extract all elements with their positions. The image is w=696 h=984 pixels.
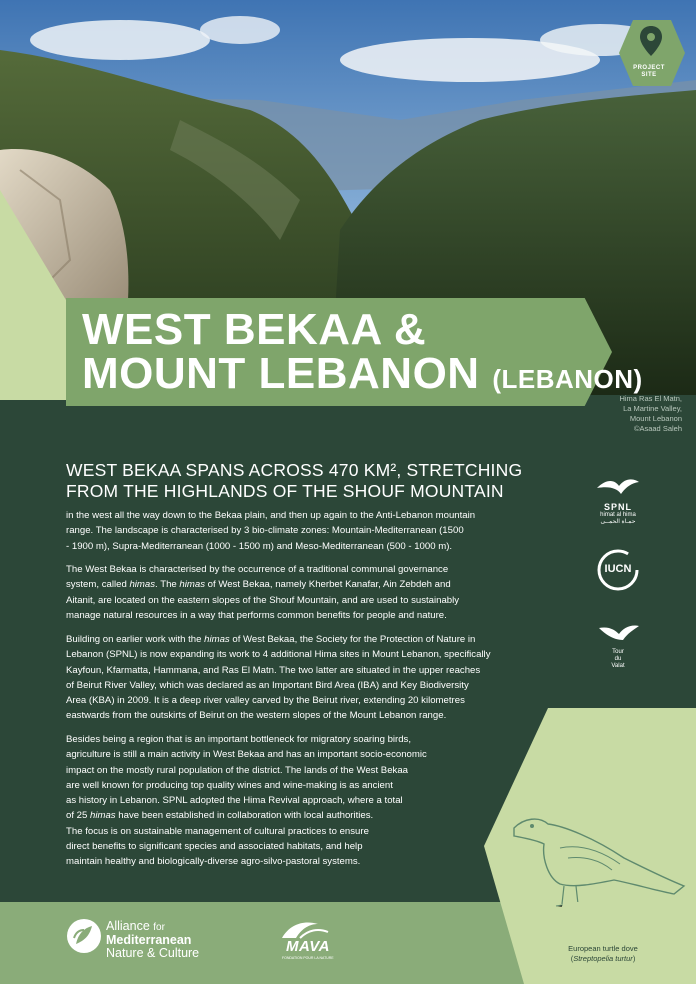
project-site-label: PROJECT SITE bbox=[633, 65, 665, 78]
decorative-triangle-bottom bbox=[484, 902, 696, 984]
photo-credit: Hima Ras El Matn, La Martine Valley, Mount Lebanon ©Asaad Saleh bbox=[619, 394, 682, 433]
mava-wave-icon bbox=[280, 920, 340, 940]
map-pin-icon bbox=[640, 26, 662, 56]
spnl-bird-icon bbox=[595, 474, 641, 498]
bird-flight-icon bbox=[595, 620, 641, 644]
tour-du-valat-logo: Tour du Valat bbox=[588, 620, 648, 670]
page-title-line1: WEST BEKAA & bbox=[82, 305, 427, 354]
spnl-logo: SPNL himat al hima حمـاة الحمــى bbox=[588, 474, 648, 526]
paragraph-1: in the west all the way down to the Bekaa plain, and then up again to the Anti-Lebanon mountain range. The landscape is characterised by 3 bio-climate zones: Mountain-Mediterranean (1500 - 1900 m), Supra-Mediterranean (1000 - 1500 m) and Meso-Mediterranean (500 - 1000 m). bbox=[66, 510, 476, 552]
lead-heading: WEST BEKAA SPANS ACROSS 470 KM², STRETCHING FROM THE HIGHLANDS OF THE SHOUF MOUNTAIN bbox=[66, 460, 523, 501]
iucn-logo: IUCN bbox=[588, 548, 648, 597]
paragraph-4: Besides being a region that is an important bottleneck for migratory soaring birds, agriculture is still a main activity in West Bekaa and has an important socio-economic impact on the mostly rural population of the district. The lands of the West Bekaa are well known for producing top quality wines and wine-making is as ancient as history in Lebanon. SPNL adopted the Hima Revival approach, where a total of 25 himas have been established in collaboration with local authorities. The focus is on sustainable management of cultural practices to ensure direct benefits to significant species and associated habitats, and help maintain healthy and biologically-diverse agro-silvo-pastoral systems. bbox=[66, 734, 427, 868]
alliance-text: Alliance for Mediterranean Nature & Culture bbox=[106, 919, 200, 960]
alliance-logo bbox=[66, 918, 200, 960]
mava-logo: MAVA FONDATION POUR LA NATURE bbox=[280, 920, 350, 945]
decorative-triangle-left bbox=[0, 0, 70, 400]
country-label: (LEBANON) bbox=[492, 364, 643, 394]
paragraph-2: The West Bekaa is characterised by the occurrence of a traditional communal governance system, called himas. The himas of West Bekaa, namely Kherbet Kanafar, Ain Zebdeh and Aitanit, are located on the eastern slopes of the Shouf Mountain, and are used to sustainably manage natural resources in a way that performs common benefits for people and nature. bbox=[66, 564, 460, 621]
dove-caption: European turtle dove (Streptopelia turtur) bbox=[568, 944, 638, 963]
alliance-leaf-icon bbox=[66, 918, 102, 954]
page-title-line2: MOUNT LEBANON (LEBANON) bbox=[82, 349, 643, 398]
paragraph-3: Building on earlier work with the himas of West Bekaa, the Society for the Protection of Nature in Lebanon (SPNL) is now expanding its work to 4 additional Hima sites in Mount Lebanon, specifically Kayfoun, Kfarmatta, Hammana, and Ras El Matn. The two latter are situated in the upper reaches of Beirut River Valley, which was declared as an Important Bird Area (IBA) and Key Biodiversity Area (KBA) in 2009. It is a deep river valley carved by the Beirut river, extending 20 kilometres eastwards from the outskirts of Beirut on the western slopes of the Mount Lebanon range. bbox=[66, 634, 491, 722]
